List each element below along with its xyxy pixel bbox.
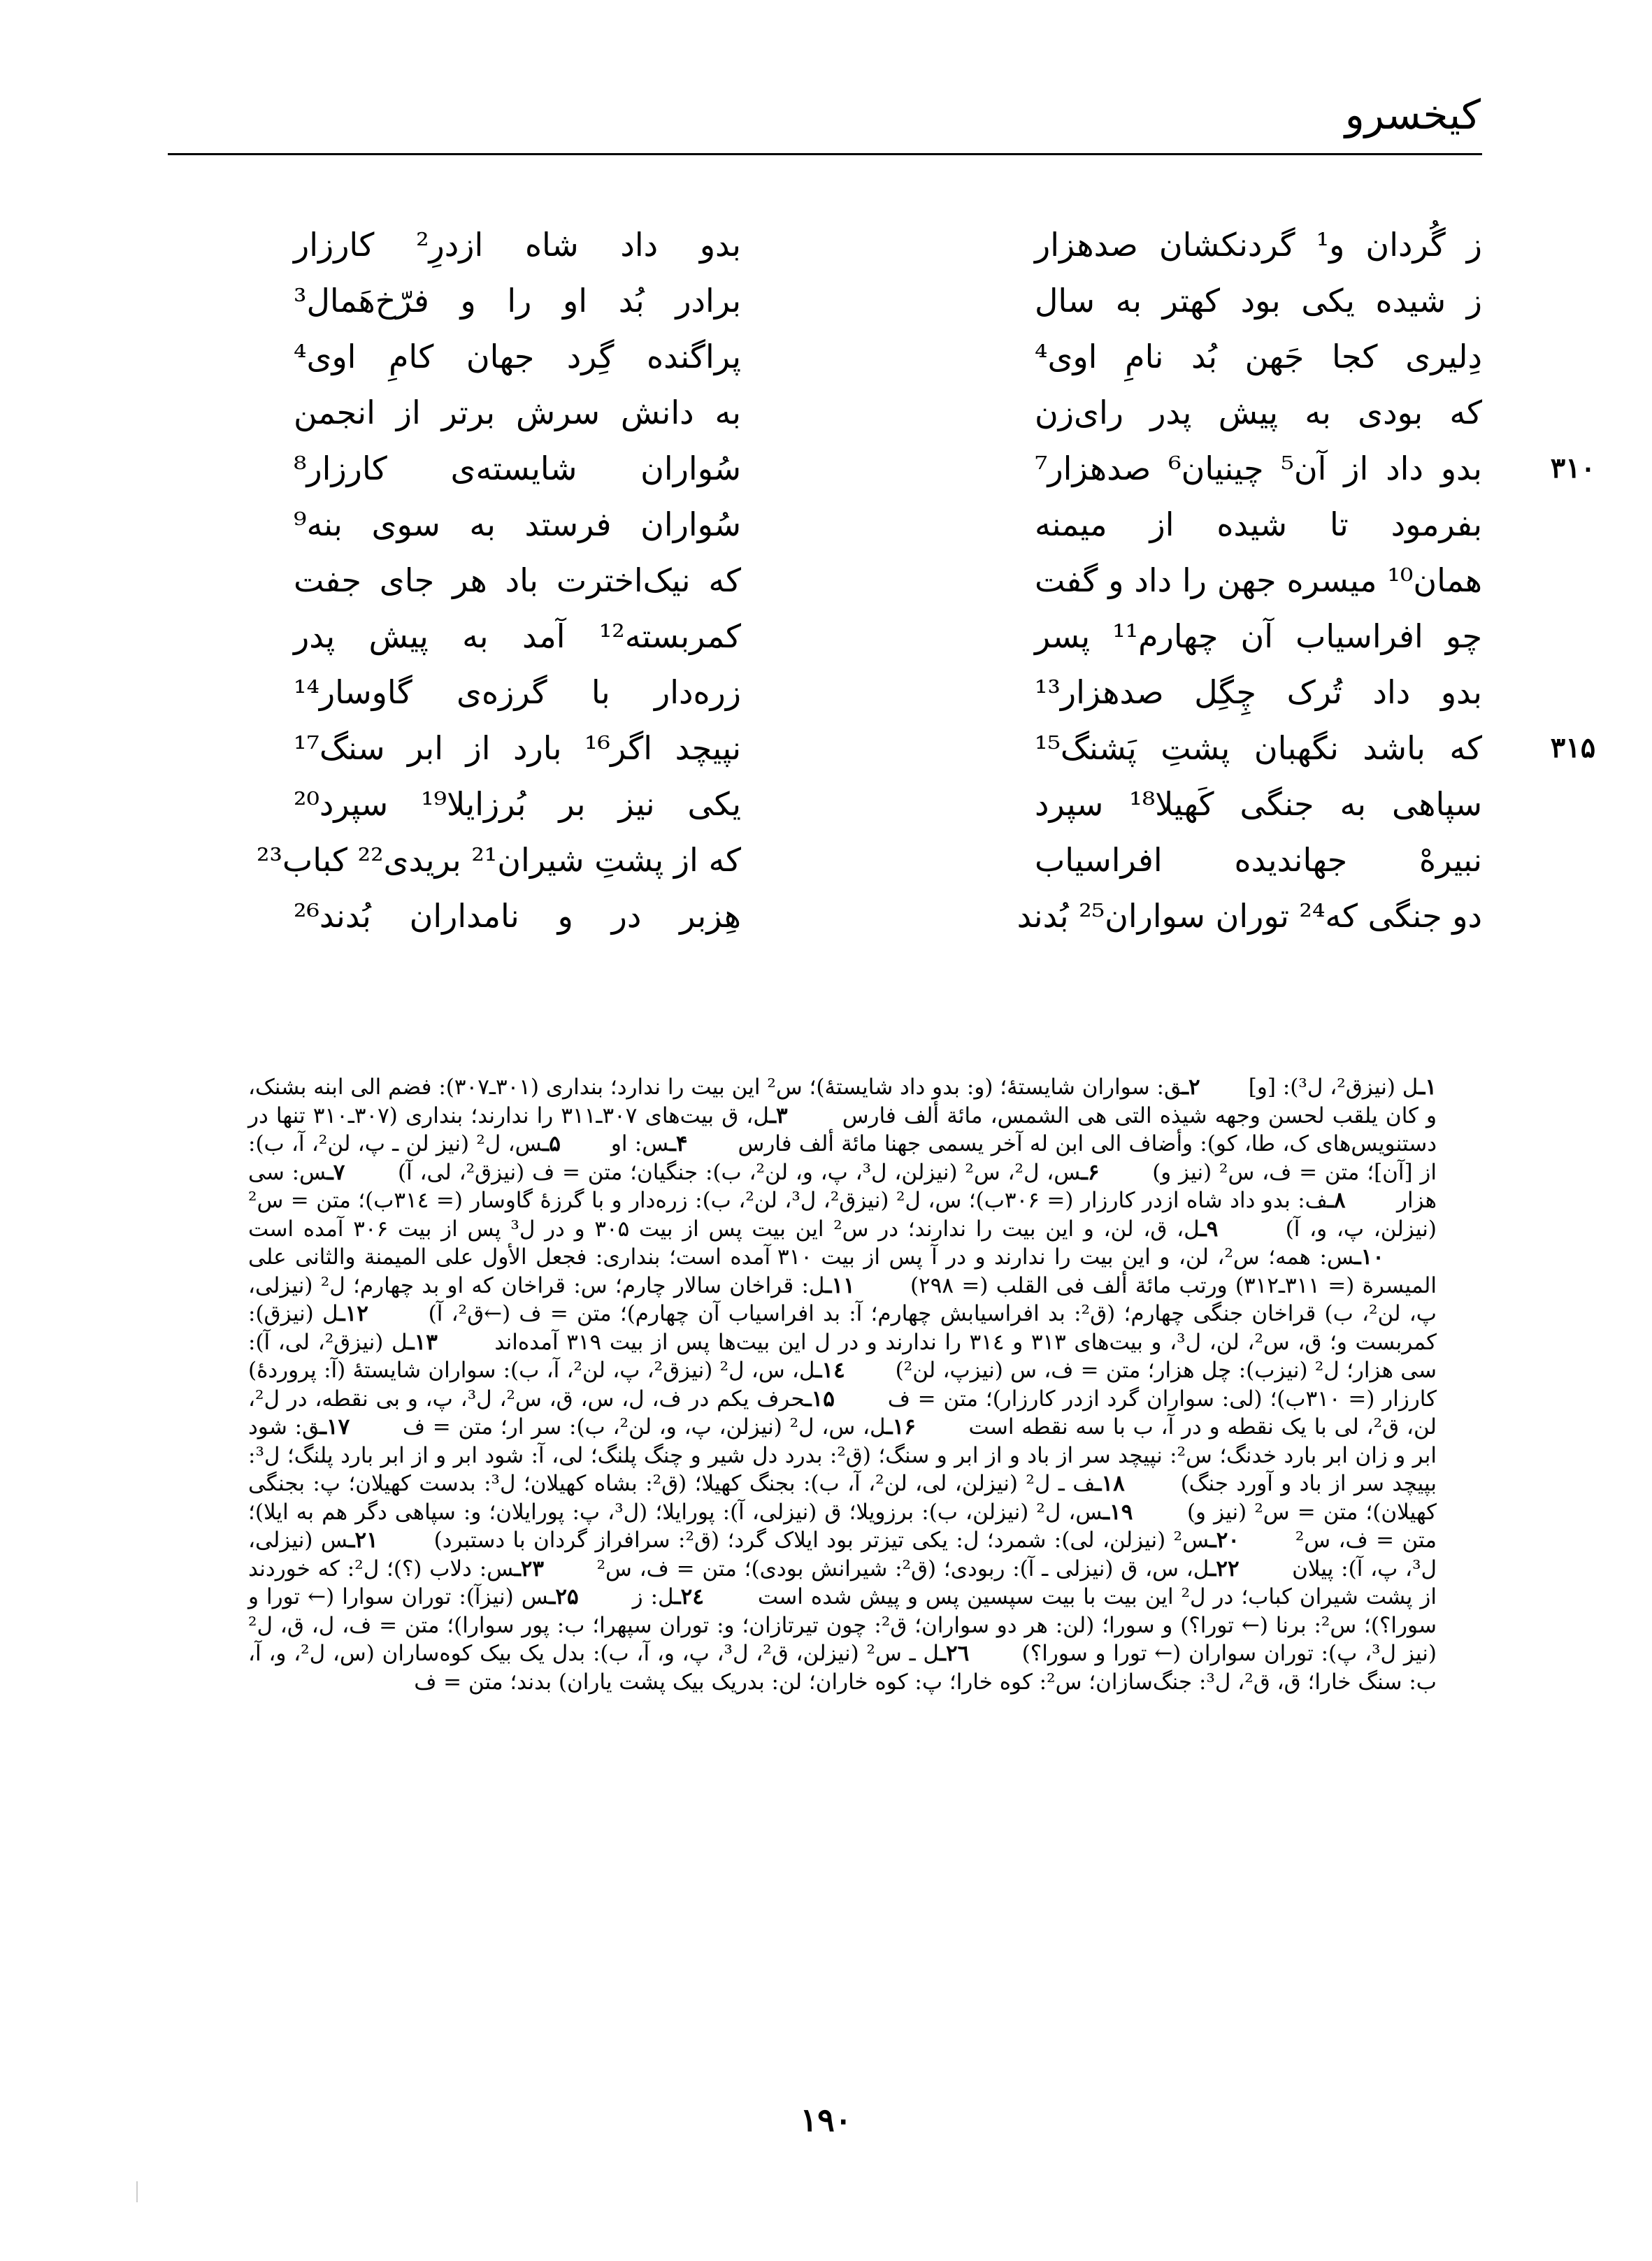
footnote: ۱۶ـل، س، ل² (نیزلن، پ، و، لن²، ب): سر ار؛ متن = ف: [402, 1414, 916, 1440]
hemistich-right: که باشد نگهبان پشتِ پَشنگ¹⁵: [1035, 729, 1482, 767]
hemistich-right: همان¹⁰ میسره جهن را داد و گفت: [1035, 561, 1482, 599]
footnote: ۹ـل، ق، لن، و این بیت را ندارند؛ در س² این بیت پس از بیت ۳۰۵ و در ل³ پس از بیت ۳۰۶ آمده است: [248, 1216, 1219, 1242]
couplet: [294, 273, 1482, 329]
couplet: [294, 496, 1482, 552]
hemistich-left: برادر بُد او را و فرّخ‌هَمال³: [294, 282, 741, 320]
footnote: ۱۷ـق: شود ابر و زان ابر بارد خدنگ؛ س²: نپیچد سر از باد و از ابر و سنگ؛ (ق²: بدرد دل شیر و چنگ پلنگ؛ لی، آ: شود ابر و از ابر بارد پلنگ؛ ل³: بپیچد سر از باد و آورد جنگ): [248, 1414, 1437, 1496]
hemistich-left: پراگنده گِرد جهان کامِ اوی⁴: [294, 338, 741, 375]
footnote: ۱ـل (نیزق²، ل³): [و]: [1248, 1075, 1437, 1100]
header-rule: [168, 153, 1482, 155]
footnote: ۱۸ـف ـ ل² (نیزلن، لی، لن²، آ، ب): بجنگ کهیلا؛ (ق²: بشاه کهیلان؛ ل³: بدست کهیلان؛ پ: بجنگی کهیلان)؛ متن = س² (نیز و): [248, 1471, 1437, 1525]
couplet: [294, 776, 1482, 832]
couplet: [294, 385, 1482, 440]
hemistich-left: کمربسته¹² آمد به پیش پدر: [294, 617, 741, 655]
footnote: ۲۲ـل، س، ق (نیزلی ـ آ): ربودی؛ (ق²: شیرانش بودی)؛ متن = ف، س²: [596, 1556, 1240, 1581]
hemistich-right: دِلیری کجا جَهن بُد نامِ اوی⁴: [1035, 338, 1482, 375]
footnote: ۲٦ـل ـ س² (نیزلن، ق²، ل³، پ، و، آ، ب): بدل یک بیک کوه‌ساران (س، ل²، و، آ، ب: سنگ خارا؛ ق، ق²، ل³: جنگ‌سازان؛ س²: کوه خارا؛ پ: کوه خاران؛ لن: بدریک بیک پشت یاران) بدند؛ متن = ف: [248, 1641, 1437, 1695]
hemistich-left: یکی نیز بر بُرزایلا¹⁹ سپرد²⁰: [294, 785, 741, 823]
footnote: ۲۳ـس: دلاب (؟)؛ ل²: که خوردند از پشت شیران کباب؛ در ل² این بیت با بیت سپسین پس و پیش شده است: [248, 1556, 1437, 1609]
footnote: ۲۵ـس (نیزآ): توران سوارا (← تورا و سورا؟)؛ س²: برنا (← تورا؟) و سورا؛ (لن: هر دو سواران؛ ق²: چون تیرتازان؛ و: توران سپهرا؛ ب: پور سوارا)؛ متن = ف، ل، ق، ل² (نیز ل³، پ): توران سواران (← تورا و سورا؟): [248, 1584, 1437, 1666]
footnote: ۱٤ـل، س، ل² (نیزق²، پ، لن²، آ، ب): سواران شایستهٔ (آ: پروردهٔ) کارزار (= ۳۱۰ب)؛ (لی: سواران گرد ازدر کارزار)؛ متن = ف: [248, 1358, 1437, 1412]
hemistich-left: که نیک‌اخترت باد هر جای جفت: [294, 561, 741, 599]
hemistich-left: سُواران فرستد به سوی بنه⁹: [294, 505, 741, 543]
footnote: ۴ـس: او: [610, 1131, 688, 1156]
footnote: ۲ـق: سواران شایستهٔ؛ (و: بدو داد شایستهٔ)؛ س² این بیت را ندارد؛ بنداری (۳۰۱ـ۳۰۷): فضم الی ابنه بشنک، و کان یلقب لحسن وجهه شیذه التی هی الشمس، مائة ألف فارس: [248, 1075, 1437, 1128]
hemistich-right: سپاهی به جنگی کَهیلا¹⁸ سپرد: [1035, 785, 1482, 823]
footnote: ۱۳ـل (نیزق²، لی، آ): سی هزار؛ ل² (نیزب): چل هزار؛ متن = ف، س (نیزپ، لن²): [248, 1329, 1437, 1383]
footnote: ۵ـس، ل² (نیز لن ـ پ، لن²، آ، ب): از [آن]؛ متن = ف، س² (نیز و): [248, 1131, 1437, 1185]
footnote: ۲٤ـل: ز: [632, 1584, 704, 1609]
hemistich-left: بدو داد شاه ازدرِ² کارزار: [294, 226, 741, 264]
couplet: [294, 329, 1482, 385]
hemistich-left: نپیچد اگر¹⁶ بارد از ابر سنگ¹⁷: [294, 729, 741, 767]
footnote: ۱۹ـس، ل² (نیزلن، ب): برزویلا؛ ق (نیزلی، آ): پورایلا؛ (ل³، پ: پورایلان؛ و: سپاهی دگر هم به ایلا)؛ متن = ف، س²: [248, 1499, 1437, 1553]
hemistich-left: به دانش سرش برتر از انجمن: [294, 394, 741, 431]
hemistich-right: بدو داد از آن⁵ چینیان⁶ صدهزار⁷: [1035, 450, 1482, 487]
footnote: ۸ـف: بدو داد شاه ازدر کارزار (= ۳۰۶ب)؛ س، ل² (نیزق²، ل³، لن²، ب): زره‌دار و با گرزهٔ گاوسار (= ۳۱٤ب)؛ متن = س² (نیزلن، پ، و، آ): [248, 1188, 1437, 1242]
scan-margin-mark: [136, 2181, 138, 2202]
hemistich-left: سُواران شایسته‌ی کارزار⁸: [294, 450, 741, 487]
hemistich-right: ز شیده یکی بود کهتر به سال: [1035, 282, 1482, 320]
verse-block: [257, 217, 1596, 944]
footnote: ۱۵ـحرف یکم در ف، ل، س، ق، س²، ل³، پ، و بی نقطه، در ل²، لن، ق²، لی با یک نقطه و در آ، ب با سه نقطه است: [248, 1386, 1437, 1440]
hemistich-right: بفرمود تا شیده از میمنه: [1035, 505, 1482, 543]
footnote: ۱۱ـل: قراخان سالار چارم؛ س: قراخان که او بد چهارم؛ ل² (نیزلی، پ، لن²، ب) قراخان جنگی چهارم؛ (ق²: بد افراسیابش چهارم؛ آ: بد افراسیاب آن چهارم)؛ متن = ف (←ق²، آ): [248, 1272, 1437, 1326]
couplet: [294, 217, 1482, 273]
footnote: ۶ـس، ل²، س² (نیزلن، ل³، پ، و، لن²، ب): جنگیان؛ متن = ف (نیزق²، لی، آ): [397, 1159, 1100, 1185]
hemistich-left: که از پشتِ شیران²¹ بریدی²² کباب²³: [257, 841, 741, 879]
couplet: [294, 552, 1482, 608]
couplet: [257, 832, 1482, 888]
hemistich-right: بدو داد تُرک چِگِل صدهزار¹³: [1035, 673, 1482, 711]
couplet: [294, 888, 1482, 944]
line-number: ۳۱۰: [1550, 452, 1596, 484]
critical-apparatus: [248, 1073, 1437, 1696]
hemistich-right: نبیرهْ جهاندیده افراسیاب: [1035, 841, 1482, 879]
couplet: [294, 440, 1596, 496]
hemistich-right: که بودی به پیش پدر رای‌زن: [1035, 394, 1482, 431]
hemistich-right: ز گُردان و¹ گردنکشان صدهزار: [1035, 226, 1482, 264]
couplet: [294, 720, 1596, 776]
line-number: ۳۱۵: [1550, 731, 1596, 764]
hemistich-left: هِزبر در و نامداران بُدند²⁶: [294, 897, 741, 935]
footnote: ۳ـل، ق بیت‌های ۳۰۷ـ۳۱۱ را ندارند؛ بنداری (۳۰۷ـ۳۱۰ تنها در دستنویس‌های ک، طا، کو): وأضاف الی ابن له آخر یسمی جهنا مائة ألف فارس: [248, 1103, 1437, 1156]
page-number: ۱۹۰: [800, 2101, 852, 2139]
footnote: ۲۱ـس (نیزلی، ل³، پ، آ): پیلان: [248, 1528, 1437, 1581]
hemistich-left: زره‌دار با گرزه‌ی گاوسار¹⁴: [294, 673, 741, 711]
footnote: ۱۰ـس: همه؛ س²، لن، و این بیت را ندارند و در آ پس از بیت ۳۱۰ آمده است؛ بنداری: فجعل الأول علی المیمنة والثانی علی المیسرة (= ۳۱۱ـ۳۱۲) ورتب مائة ألف فی القلب (= ۲۹۸): [248, 1244, 1437, 1298]
footnote: ۲۰ـس² (نیزلن، لی): شمرد؛ ل: یکی تیزتر بود ایلاک گرد؛ (ق²: سرافراز گردان با دستبرد): [433, 1528, 1240, 1553]
couplet: [294, 608, 1482, 664]
couplet: [294, 664, 1482, 720]
hemistich-right: دو جنگی که²⁴ توران سواران²⁵ بُدند: [1017, 897, 1482, 935]
footnote: ۱۲ـل (نیزق): کمربست و؛ ق، س²، لن، ل³، و بیت‌های ۳۱۳ و ۳۱٤ را ندارند و در ل این بیت‌ها پس از بیت ۳۱۹ آمده‌اند: [248, 1301, 1437, 1355]
running-title: کیخسرو: [1344, 91, 1481, 138]
hemistich-right: چو افراسیاب آن چهارم¹¹ پسر: [1035, 617, 1482, 655]
footnote: ۷ـس: سی هزار: [248, 1159, 1437, 1213]
